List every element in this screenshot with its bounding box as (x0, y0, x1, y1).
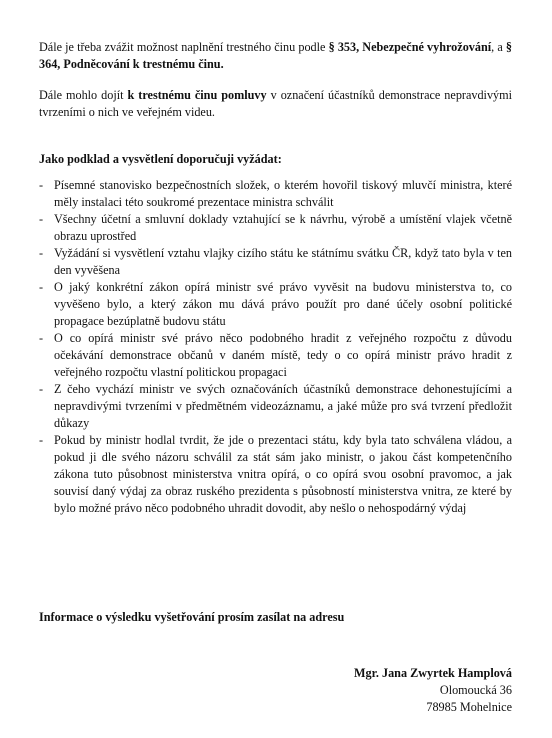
list-dash: - (39, 280, 44, 294)
list-item (39, 177, 512, 211)
signature-name: Mgr. Jana Zwyrtek Hamplová (354, 666, 512, 680)
list-item-text: Pokud by ministr hodlal tvrdit, že jde o prezentaci státu, kdy byla tato schválena vládou, a pokud ji dle svého názoru schválil za stát sám jako ministr, o jakou část kompetenčního zákona tuto působnost ministerstva vnitra opírá, o co opírá svou osobní pravomoc, a jak souvisí daný výdaj za obraz ruského prezidenta s působností ministerstva vnitra, ze které by bylo možné právo něco podobného uhradit dovodit, aby nešlo o nehospodárný výdaj (54, 433, 512, 515)
list-dash: - (39, 212, 44, 226)
list-item-text: Vyžádání si vysvětlení vztahu vlajky cizího státu ke státnímu svátku ČR, když tato byla v ten den vyvěšena (54, 246, 512, 277)
offence-353: § 353, Nebezpečné vyhrožování (328, 40, 492, 54)
list-item (39, 432, 512, 517)
list-item (39, 279, 512, 330)
list-item (39, 330, 512, 381)
list-dash: - (39, 178, 44, 192)
list-item (39, 381, 512, 432)
list-item (39, 245, 512, 279)
paragraph-defamation (39, 87, 512, 121)
paragraph-criminal-offences (39, 39, 512, 73)
list-item-text: O jaký konkrétní zákon opírá ministr své právo vyvěsit na budovu ministerstva to, co vyvěšeno bylo, a který zákon mu dává právo použít pro dané účely osobní politické propagace bezúplatně budovu státu (54, 280, 512, 328)
list-item-text: Z čeho vychází ministr ve svých označováních účastníků demonstrace dehonestujícími a nepravdivými tvrzeními v předmětném videozáznamu, a jaké může pro svá tvrzení předložit důkazy (54, 382, 512, 430)
list-heading: Jako podklad a vysvětlení doporučuji vyžádat: (39, 152, 282, 166)
list-item (39, 211, 512, 245)
list-item-text: Písemné stanovisko bezpečnostních složek, o kterém hovořil tiskový mluvčí ministra, které měly instalaci této soukromé prezentace ministra schválit (54, 178, 512, 209)
list-item-text: Všechny účetní a smluvní doklady vztahující se k návrhu, výrobě a umístění vlajek včetně obrazu uprostřed (54, 212, 512, 243)
request-list (39, 177, 512, 517)
paragraph2-text-end: v označení účastníků demonstrace nepravdivými tvrzeními o nich ve veřejném videu. (39, 88, 513, 119)
list-dash: - (39, 382, 44, 396)
offence-364: § 364, Podněcování k trestnému činu. (39, 40, 512, 71)
signature-block (354, 665, 512, 716)
list-dash: - (39, 331, 44, 345)
list-dash: - (39, 246, 44, 260)
list-item-text: O co opírá ministr své právo něco podobného hradit z veřejného rozpočtu z důvodu očekávání demonstrace občanů v daném místě, tedy o co opírá ministr právo hradit z veřejného rozpočtu vlastní politickou propagaci (54, 331, 512, 379)
signature-street: Olomoucká 36 (439, 683, 512, 697)
info-line: Informace o výsledku vyšetřování prosím zasílat na adresu (39, 610, 345, 624)
defamation-offence: k trestnému činu pomluvy (127, 88, 267, 102)
signature-city: 78985 Mohelnice (426, 700, 512, 714)
list-dash: - (39, 433, 44, 447)
paragraph1-conjunction: , a (491, 40, 506, 54)
paragraph1-text: Dále je třeba zvážit možnost naplnění trestného činu podle (39, 40, 329, 54)
paragraph2-text-start: Dále mohlo dojít (39, 88, 128, 102)
